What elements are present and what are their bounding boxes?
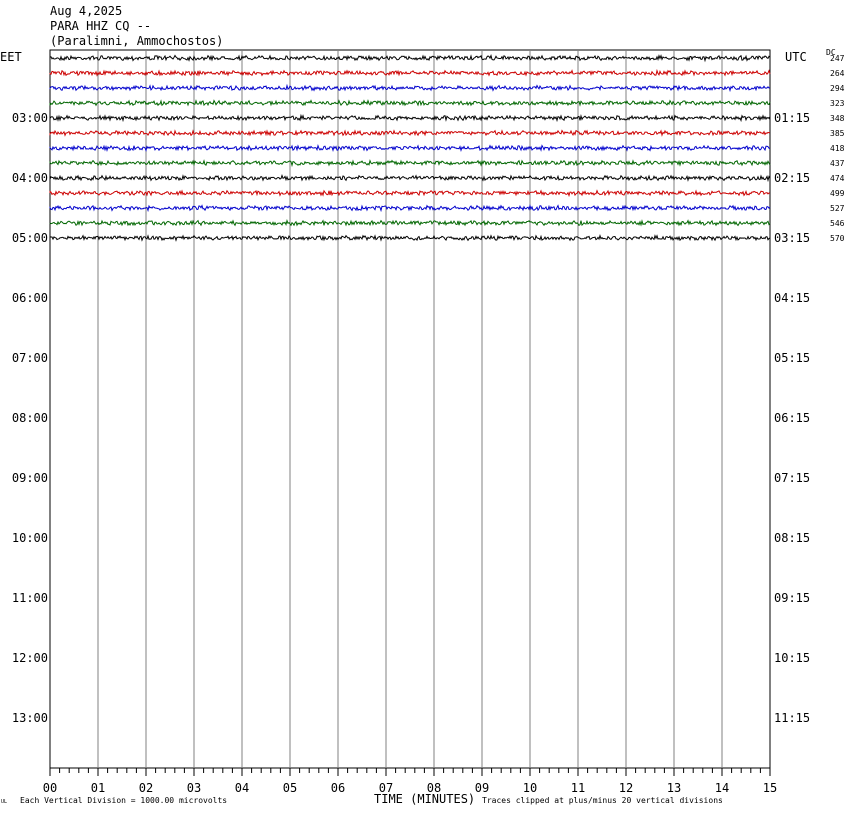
left-hour-label: 09:00 (11, 471, 48, 485)
right-hour-label: 03:15 (774, 231, 811, 245)
left-hour-label: 10:00 (11, 531, 48, 545)
seismic-trace (50, 56, 770, 61)
x-tick-label: 12 (618, 781, 634, 795)
trace-dc-label: 247 (830, 54, 845, 63)
seismic-trace (50, 101, 770, 106)
trace-dc-label: 474 (830, 174, 845, 183)
right-hour-label: 02:15 (774, 171, 811, 185)
x-tick-label: 01 (90, 781, 106, 795)
x-tick-label: 13 (666, 781, 682, 795)
x-tick-label: 09 (474, 781, 490, 795)
trace-dc-label: 570 (830, 234, 845, 243)
x-tick-label: 11 (570, 781, 586, 795)
x-tick-label: 07 (378, 781, 394, 795)
x-axis-title: TIME (MINUTES) (374, 792, 476, 806)
right-hour-label: 04:15 (774, 291, 811, 305)
corner-mark: UL (1, 799, 8, 805)
x-tick-label: 14 (714, 781, 730, 795)
trace-dc-label: 264 (830, 69, 845, 78)
right-hour-label: 06:15 (774, 411, 811, 425)
right-hour-label: 08:15 (774, 531, 811, 545)
trace-dc-label: 323 (830, 99, 845, 108)
trace-dc-label: 385 (830, 129, 845, 138)
right-hour-label: 05:15 (774, 351, 811, 365)
seismic-trace (50, 131, 770, 136)
seismic-trace (50, 146, 770, 151)
x-tick-label: 04 (234, 781, 250, 795)
seismic-trace (50, 161, 770, 166)
x-tick-label: 02 (138, 781, 154, 795)
x-tick-label: 08 (426, 781, 442, 795)
x-tick-label: 10 (522, 781, 538, 795)
left-hour-label: 07:00 (11, 351, 48, 365)
right-hour-label: 10:15 (774, 651, 811, 665)
seismic-trace (50, 176, 770, 181)
trace-dc-label: 418 (830, 144, 845, 153)
station-location: (Paralimni, Ammochostos) (50, 34, 224, 48)
seismic-trace (50, 191, 770, 196)
seismic-trace (50, 206, 770, 211)
left-hour-label: 08:00 (11, 411, 48, 425)
trace-dc-label: 437 (830, 159, 845, 168)
left-hour-label: 11:00 (11, 591, 48, 605)
right-hour-label: 07:15 (774, 471, 811, 485)
x-tick-label: 00 (42, 781, 58, 795)
trace-dc-label: 499 (830, 189, 845, 198)
left-hour-label: 13:00 (11, 711, 48, 725)
plot-date: Aug 4,2025 (50, 4, 123, 18)
clip-note: Traces clipped at plus/minus 20 vertical divisions (482, 796, 723, 805)
x-tick-label: 15 (762, 781, 778, 795)
seismic-trace (50, 71, 770, 76)
x-tick-label: 05 (282, 781, 298, 795)
left-hour-label: 06:00 (11, 291, 48, 305)
left-hour-label: 05:00 (11, 231, 48, 245)
left-hour-label: 03:00 (11, 111, 48, 125)
seismic-trace (50, 86, 770, 91)
left-hour-label: 04:00 (11, 171, 48, 185)
scale-note: Each Vertical Division = 1000.00 microvolts (20, 796, 228, 805)
right-hour-label: 09:15 (774, 591, 811, 605)
station-code: PARA HHZ CQ -- (50, 19, 152, 33)
seismic-trace (50, 236, 770, 241)
left-hour-label: 12:00 (11, 651, 48, 665)
dc-column-label: DC (826, 48, 836, 57)
trace-dc-label: 546 (830, 219, 845, 228)
trace-dc-label: 294 (830, 84, 845, 93)
left-timezone-label: EET (0, 50, 22, 64)
right-hour-label: 01:15 (774, 111, 811, 125)
right-hour-label: 11:15 (774, 711, 811, 725)
plot-frame (50, 50, 770, 768)
seismic-trace (50, 221, 770, 226)
x-tick-label: 03 (186, 781, 202, 795)
trace-dc-label: 527 (830, 204, 845, 213)
trace-dc-label: 348 (830, 114, 845, 123)
right-timezone-label: UTC (785, 50, 807, 64)
seismic-trace (50, 116, 770, 121)
x-tick-label: 06 (330, 781, 346, 795)
